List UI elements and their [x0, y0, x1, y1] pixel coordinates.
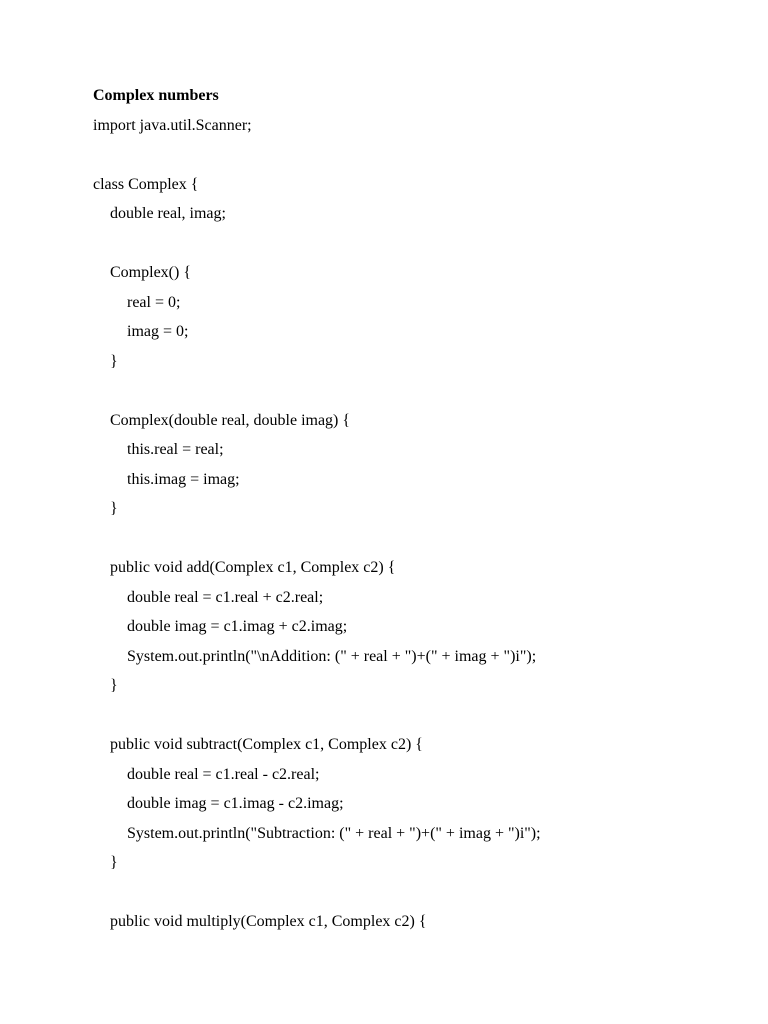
code-line: double real = c1.real - c2.real;: [127, 765, 320, 783]
code-line: public void add(Complex c1, Complex c2) {: [110, 559, 396, 576]
code-listing: [93, 116, 541, 942]
code-line: public void subtract(Complex c1, Complex c2) {: [110, 736, 423, 753]
code-line: }: [110, 677, 118, 694]
code-line: this.real = real;: [127, 441, 224, 458]
code-line: double real = c1.real + c2.real;: [127, 588, 324, 606]
document-title: Complex numbers: [93, 87, 219, 104]
code-line: Complex(double real, double imag) {: [110, 411, 351, 429]
code-line: System.out.println("\nAddition: (" + real + ")+(" + imag + ")i");: [127, 647, 537, 665]
blank-line: [93, 529, 541, 559]
code-line: imag = 0;: [127, 323, 189, 340]
code-line: public void multiply(Complex c1, Complex c2) {: [110, 913, 427, 930]
blank-line: [93, 706, 541, 736]
blank-line: [93, 883, 541, 913]
code-line: }: [110, 352, 118, 370]
blank-line: [93, 145, 541, 175]
code-line: this.imag = imag;: [127, 470, 240, 488]
code-line: class Complex {: [93, 175, 199, 193]
code-line: double imag = c1.imag + c2.imag;: [127, 618, 348, 635]
code-line: real = 0;: [127, 293, 181, 311]
code-line: double imag = c1.imag - c2.imag;: [127, 795, 344, 812]
code-line: }: [110, 500, 118, 517]
code-line: double real, imag;: [110, 205, 226, 222]
blank-line: [93, 234, 541, 264]
code-line: }: [110, 854, 118, 871]
code-line: Complex() {: [110, 264, 191, 281]
code-line: System.out.println("Subtraction: (" + real + ")+(" + imag + ")i");: [127, 824, 541, 842]
blank-line: [93, 381, 541, 411]
code-line: import java.util.Scanner;: [93, 116, 252, 134]
